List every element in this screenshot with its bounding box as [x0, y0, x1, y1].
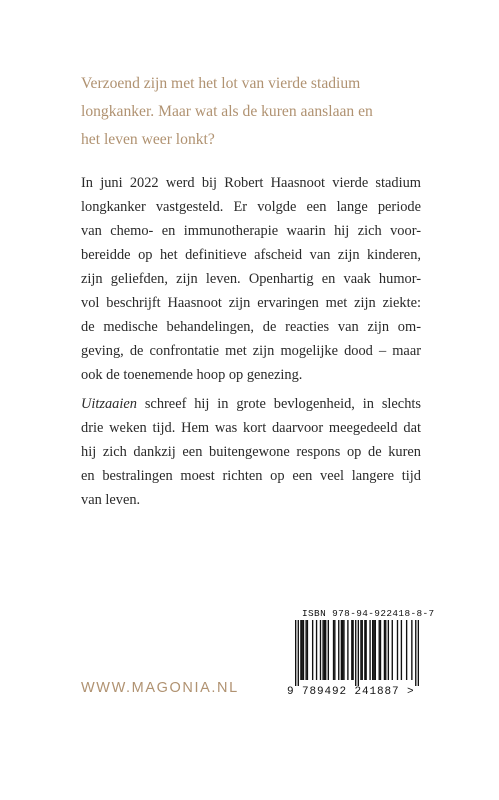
- barcode-bar: [392, 620, 393, 680]
- isbn-barcode: [287, 608, 435, 702]
- blurb-line: vol beschrijft Haasnoot zijn ervaringen met zijn ziekte:: [81, 295, 421, 311]
- barcode-bar: [418, 620, 419, 686]
- blurb-line: ook de toenemende hoop op genezing.: [81, 367, 303, 383]
- isbn-label: ISBN 978-94-922418-8-7: [302, 608, 435, 619]
- barcode-bar: [401, 620, 402, 680]
- barcode-bar: [385, 620, 386, 680]
- barcode-bar: [322, 620, 323, 680]
- barcode-bar: [316, 620, 317, 680]
- blurb-line: bereidde op het definitieve afscheid van zijn kinderen,: [81, 247, 421, 263]
- barcode-bar: [360, 620, 361, 680]
- barcode-bar: [369, 620, 370, 680]
- barcode-bar: [338, 620, 339, 680]
- barcode-bar: [295, 620, 296, 686]
- barcode-bar: [358, 620, 359, 686]
- tagline-line-1: Verzoend zijn met het lot van vierde stadium: [81, 75, 361, 92]
- barcode-bar: [373, 620, 374, 680]
- blurb-line: van leven.: [81, 492, 141, 508]
- barcode-bar: [303, 620, 304, 680]
- barcode-bar: [411, 620, 412, 680]
- blurb-line: hij zich dankzij een buitengewone respons op de kuren: [81, 444, 421, 460]
- barcode-bar: [355, 620, 356, 686]
- barcode-bar: [379, 620, 380, 680]
- blurb-line: [81, 392, 421, 416]
- barcode-bar: [406, 620, 407, 680]
- barcode-bar: [351, 620, 352, 680]
- barcode-bar: [388, 620, 389, 680]
- tagline: [81, 70, 423, 154]
- tagline-line-3: het leven weer lonkt?: [81, 131, 215, 148]
- barcode-bar: [298, 620, 299, 686]
- barcode-bar: [334, 620, 335, 680]
- publisher-website: WWW.MAGONIA.NL: [81, 680, 239, 696]
- blurb-line: In juni 2022 werd bij Robert Haasnoot vierde stadium: [81, 175, 421, 191]
- barcode-bar: [365, 620, 366, 680]
- barcode-bar: [343, 620, 344, 680]
- book-title-italic: Uitzaaien: [81, 396, 137, 412]
- blurb-line: zijn geliefden, zijn leven. Openhartig en vaak humor-: [81, 271, 421, 287]
- barcode-bar: [362, 620, 363, 680]
- blurb-paragraph-2: [81, 392, 421, 512]
- tagline-line-2: longkanker. Maar wat als de kuren aanslaan en: [81, 103, 373, 120]
- blurb-line: van chemo- en immunotherapie waarin hij zich voor-: [81, 223, 421, 239]
- blurb-line: en bestralingen moest richten op een veel langere tijd: [81, 468, 421, 484]
- barcode-bar: [397, 620, 398, 680]
- barcode-bar: [325, 620, 326, 680]
- barcode-bar: [302, 620, 303, 680]
- blurb-paragraph-1: [81, 171, 421, 387]
- barcode-bar: [328, 620, 329, 680]
- barcode-bar: [375, 620, 376, 680]
- blurb-line: longkanker vastgesteld. Er volgde een lange periode: [81, 199, 421, 215]
- barcode-bar: [307, 620, 308, 680]
- barcode-bar: [341, 620, 342, 680]
- barcode-bar: [333, 620, 334, 680]
- ean-digits: 9 789492 241887 >: [287, 686, 415, 698]
- barcode-bar: [364, 620, 365, 680]
- blurb-line: drie weken tijd. Hem was kort daarvoor meegedeeld dat: [81, 420, 421, 436]
- barcode-bar: [305, 620, 306, 680]
- barcode-bar: [415, 620, 416, 686]
- barcode-bar: [342, 620, 343, 680]
- barcode-bar: [312, 620, 313, 680]
- barcode-bar: [324, 620, 325, 680]
- barcode-bar: [372, 620, 373, 680]
- blurb-line: geving, de confrontatie met zijn mogelijke dood – maar: [81, 343, 421, 359]
- blurb-line: de medische behandelingen, de reacties van zijn om-: [81, 319, 421, 335]
- blurb-line-rest: schreef hij in grote bevlogenheid, in slechts: [136, 396, 421, 412]
- barcode-bar: [384, 620, 385, 680]
- barcode-bar: [347, 620, 348, 680]
- barcode-bar: [300, 620, 301, 680]
- barcode-bar: [380, 620, 381, 680]
- barcode-bar: [352, 620, 353, 680]
- barcode-bar: [320, 620, 321, 680]
- barcode-bars: [295, 620, 419, 686]
